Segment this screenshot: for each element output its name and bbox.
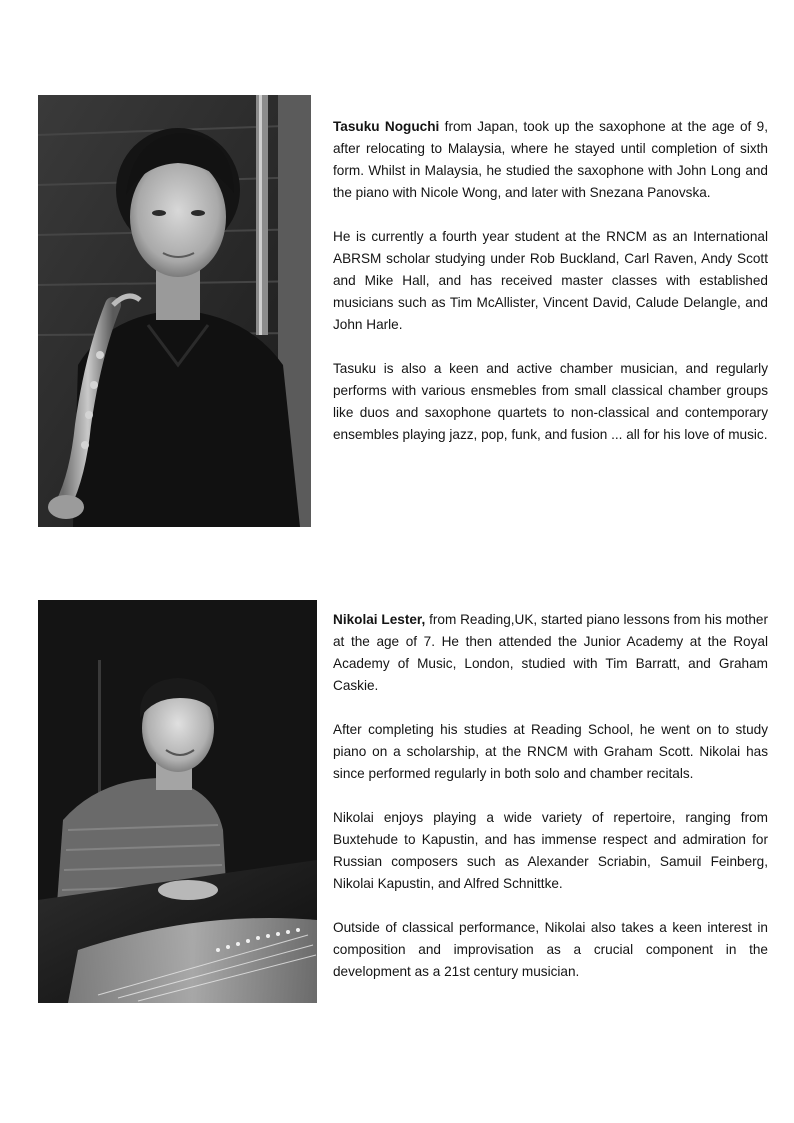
bio-paragraph: After completing his studies at Reading School, he went on to study piano on a scholarship, at the RNCM with Graham Scott. Nikolai has since performed regularly in both solo and chamber recitals. [333, 722, 768, 781]
bio-text [333, 609, 768, 1005]
bio-paragraph-text: from Reading,UK, started piano lessons from his mother at the age of 7. He then attended the Junior Academy at the Royal Academy of Music, London, studied with Tim Barratt, and Graham Caskie. [333, 612, 768, 693]
bio-text [333, 116, 768, 468]
musician-name: Nikolai Lester, [333, 612, 426, 627]
bio-paragraph [333, 609, 768, 697]
bio-paragraph: Outside of classical performance, Nikolai also takes a keen interest in composition and improvisation as a crucial component in the development as a 21st century musician. [333, 920, 768, 979]
bio-paragraph: He is currently a fourth year student at the RNCM as an International ABRSM scholar studying under Rob Buckland, Carl Raven, Andy Scott and Mike Hall, and has received master classes with established musicians such as Tim McAllister, Vincent David, Calude Delangle, and John Harle. [333, 229, 768, 332]
pianist-photo-image [38, 600, 317, 1003]
portrait-photo-saxophonist [38, 95, 311, 527]
portrait-photo-pianist [38, 600, 317, 1003]
musician-name: Tasuku Noguchi [333, 119, 440, 134]
bio-paragraph: Tasuku is also a keen and active chamber musician, and regularly performs with various ensmebles from small classical chamber groups like duos and saxophone quartets to non-classical and contemporary ensembles playing jazz, pop, funk, and fusion ... all for his love of music. [333, 361, 768, 442]
bio-paragraph-text: from Japan, took up the saxophone at the age of 9, after relocating to Malaysia, where he stayed until completion of sixth form. Whilst in Malaysia, he studied the saxophone with John Long and the piano with Nicole Wong, and later with Snezana Panovska. [333, 119, 768, 200]
bio-paragraph: Nikolai enjoys playing a wide variety of repertoire, ranging from Buxtehude to Kapustin, and has immense respect and admiration for Russian composers such as Alexander Scriabin, Samuil Feinberg, Nikolai Kapustin, and Alfred Schnittke. [333, 810, 768, 891]
bio-paragraph [333, 116, 768, 204]
saxophonist-photo-image [38, 95, 311, 527]
